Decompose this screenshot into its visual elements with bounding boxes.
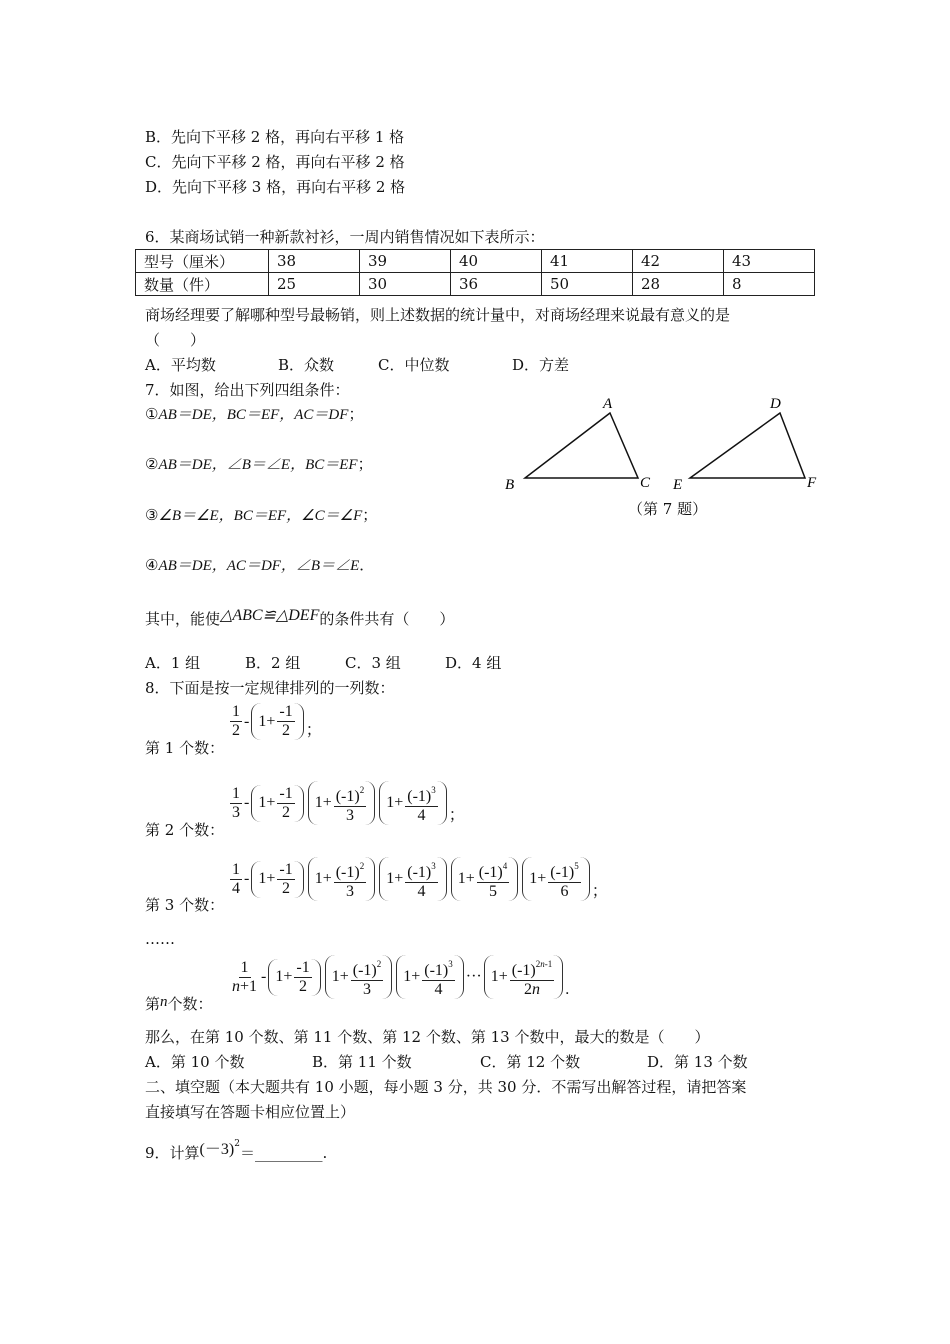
question-suffix: 的条件共有（ ） xyxy=(319,610,455,628)
q6-option-b: B．众数 xyxy=(278,356,335,374)
condition-end: ； xyxy=(348,405,364,423)
q7-figure-caption: （第 7 题） xyxy=(628,500,708,518)
section2-heading: 二、填空题（本大题共有 10 小题，每小题 3 分，共 30 分．不需写出解答过程，请把答案 xyxy=(145,1078,747,1096)
condition-number: ② xyxy=(145,455,159,473)
table-cell: 36 xyxy=(451,273,542,296)
q6-option-c: C．中位数 xyxy=(378,356,450,374)
q9 xyxy=(145,1134,327,1163)
question-prefix: 其中，能使 xyxy=(145,610,221,628)
table-cell: 50 xyxy=(542,273,633,296)
point-e-label: E xyxy=(673,477,683,493)
condition-math: ∠B＝∠E，BC＝EF，∠C＝∠F xyxy=(158,508,363,524)
q6-paren: （ ） xyxy=(145,331,206,349)
q8-expression-2: $\frac{1}{3}$ - 1+ $\frac{-1}{2}$ 1+ $\frac{(-1)^2}{3}$ 1+ $\frac{(-1)^3}{4}$ ； xyxy=(228,781,465,825)
q8-expression-n: $\frac{1}{n+1}$ - 1+ $\frac{-1}{2}$ 1+ $\frac{(-1)^2}{3}$ 1+ $\frac{(-1)^3}{4}$ ··· 1+ $\frac{(-1)^{2n-1}}{2n}$ . xyxy=(228,955,569,999)
label-suffix: 个数： xyxy=(167,995,213,1013)
table-row xyxy=(136,250,815,273)
expression-end: ； xyxy=(448,807,465,824)
condition-math: AB＝DE，BC＝EF，AC＝DF xyxy=(158,407,349,423)
point-a-label: A xyxy=(603,396,613,412)
expression-end: . xyxy=(565,981,570,998)
condition-end: ． xyxy=(359,556,375,574)
section2-heading-cont: 直接填写在答题卡相应位置上） xyxy=(145,1103,356,1121)
q5-option-d: D．先向下平移 3 格，再向右平移 2 格 xyxy=(145,178,406,196)
q8-option-c: C．第 12 个数 xyxy=(480,1053,581,1071)
q9-math: (－3) xyxy=(199,1141,235,1158)
table-cell: 40 xyxy=(451,250,542,273)
q8-option-b: B．第 11 个数 xyxy=(312,1053,412,1071)
q6-question: 商场经理要了解哪种型号最畅销，则上述数据的统计量中，对商场经理来说最有意义的是 xyxy=(145,306,731,324)
q8-option-d: D．第 13 个数 xyxy=(647,1053,748,1071)
q7-condition-3 xyxy=(145,505,377,526)
q8-ellipsis: …… xyxy=(145,930,175,948)
q6-option-d: D．方差 xyxy=(512,356,570,374)
congruence-math: △ABC≌△DEF xyxy=(220,607,320,624)
condition-end: ； xyxy=(357,455,373,473)
q7-condition-1 xyxy=(145,404,363,425)
table-cell: 25 xyxy=(269,273,360,296)
table-cell: 38 xyxy=(269,250,360,273)
q8-label-2: 第 2 个数： xyxy=(145,821,225,839)
condition-math: AB＝DE，AC＝DF，∠B＝∠E xyxy=(158,558,360,574)
table-cell: 30 xyxy=(360,273,451,296)
q9-end: . xyxy=(322,1144,328,1162)
condition-end: ； xyxy=(362,506,378,524)
condition-number: ① xyxy=(145,405,159,423)
q7-condition-2 xyxy=(145,454,373,475)
q8-question: 那么，在第 10 个数、第 11 个数、第 12 个数、第 13 个数中，最大的数是（ ） xyxy=(145,1028,710,1046)
q7-question xyxy=(145,606,454,629)
table-header-size: 型号（厘米） xyxy=(136,250,269,273)
q9-prefix: 9．计算 xyxy=(145,1144,200,1162)
q8-label-n xyxy=(145,993,213,1014)
q8-label-3: 第 3 个数： xyxy=(145,896,225,914)
triangle-abc xyxy=(525,413,638,478)
triangle-def xyxy=(690,413,805,478)
label-prefix: 第 xyxy=(145,995,161,1013)
table-cell: 8 xyxy=(724,273,815,296)
q8-label-1: 第 1 个数： xyxy=(145,739,225,757)
table-cell: 28 xyxy=(633,273,724,296)
q7-option-b: B．2 组 xyxy=(245,654,301,672)
table-cell: 43 xyxy=(724,250,815,273)
q7-condition-4 xyxy=(145,555,374,576)
condition-number: ③ xyxy=(145,506,159,524)
q8-expression-3: $\frac{1}{4}$ - 1+ $\frac{-1}{2}$ 1+ $\frac{(-1)^2}{3}$ 1+ $\frac{(-1)^3}{4}$ 1+ $\frac{(-1)^4}{5}$ 1+ $\frac{(-1)^5}{6}$ ； xyxy=(228,857,608,901)
q7-stem: 7．如图，给出下列四组条件： xyxy=(145,381,350,399)
q7-option-a: A．1 组 xyxy=(145,654,201,672)
point-d-label: D xyxy=(770,396,781,412)
table-header-count: 数量（件） xyxy=(136,273,269,296)
q9-equals: ＝ xyxy=(239,1144,255,1162)
q8-option-a: A．第 10 个数 xyxy=(145,1053,245,1071)
expression-end: ； xyxy=(591,883,608,900)
condition-math: AB＝DE，∠B＝∠E，BC＝EF xyxy=(158,457,358,473)
table-cell: 39 xyxy=(360,250,451,273)
table-cell: 41 xyxy=(542,250,633,273)
condition-number: ④ xyxy=(145,556,159,574)
q9-answer-blank[interactable]: _________ xyxy=(254,1144,323,1162)
expression-end: ； xyxy=(305,722,322,739)
q8-stem: 8．下面是按一定规律排列的一列数： xyxy=(145,679,395,697)
q7-option-d: D．4 组 xyxy=(445,654,502,672)
q5-option-b: B．先向下平移 2 格，再向右平移 1 格 xyxy=(145,128,405,146)
q6-option-a: A．平均数 xyxy=(145,356,216,374)
q6-stem: 6．某商场试销一种新款衬衫，一周内销售情况如下表所示： xyxy=(145,228,545,246)
point-c-label: C xyxy=(640,475,651,491)
sales-table xyxy=(135,249,815,296)
table-cell: 42 xyxy=(633,250,724,273)
point-b-label: B xyxy=(505,477,515,493)
point-f-label: F xyxy=(807,475,817,491)
q8-expression-1: $\frac{1}{2}$ - 1+ $\frac{-1}{2}$ ； xyxy=(232,703,322,739)
q9-exponent: 2 xyxy=(234,1139,240,1149)
table-row xyxy=(136,273,815,296)
q7-option-c: C．3 组 xyxy=(345,654,401,672)
label-variable: n xyxy=(160,994,168,1010)
q5-option-c: C．先向下平移 2 格，再向右平移 2 格 xyxy=(145,153,405,171)
